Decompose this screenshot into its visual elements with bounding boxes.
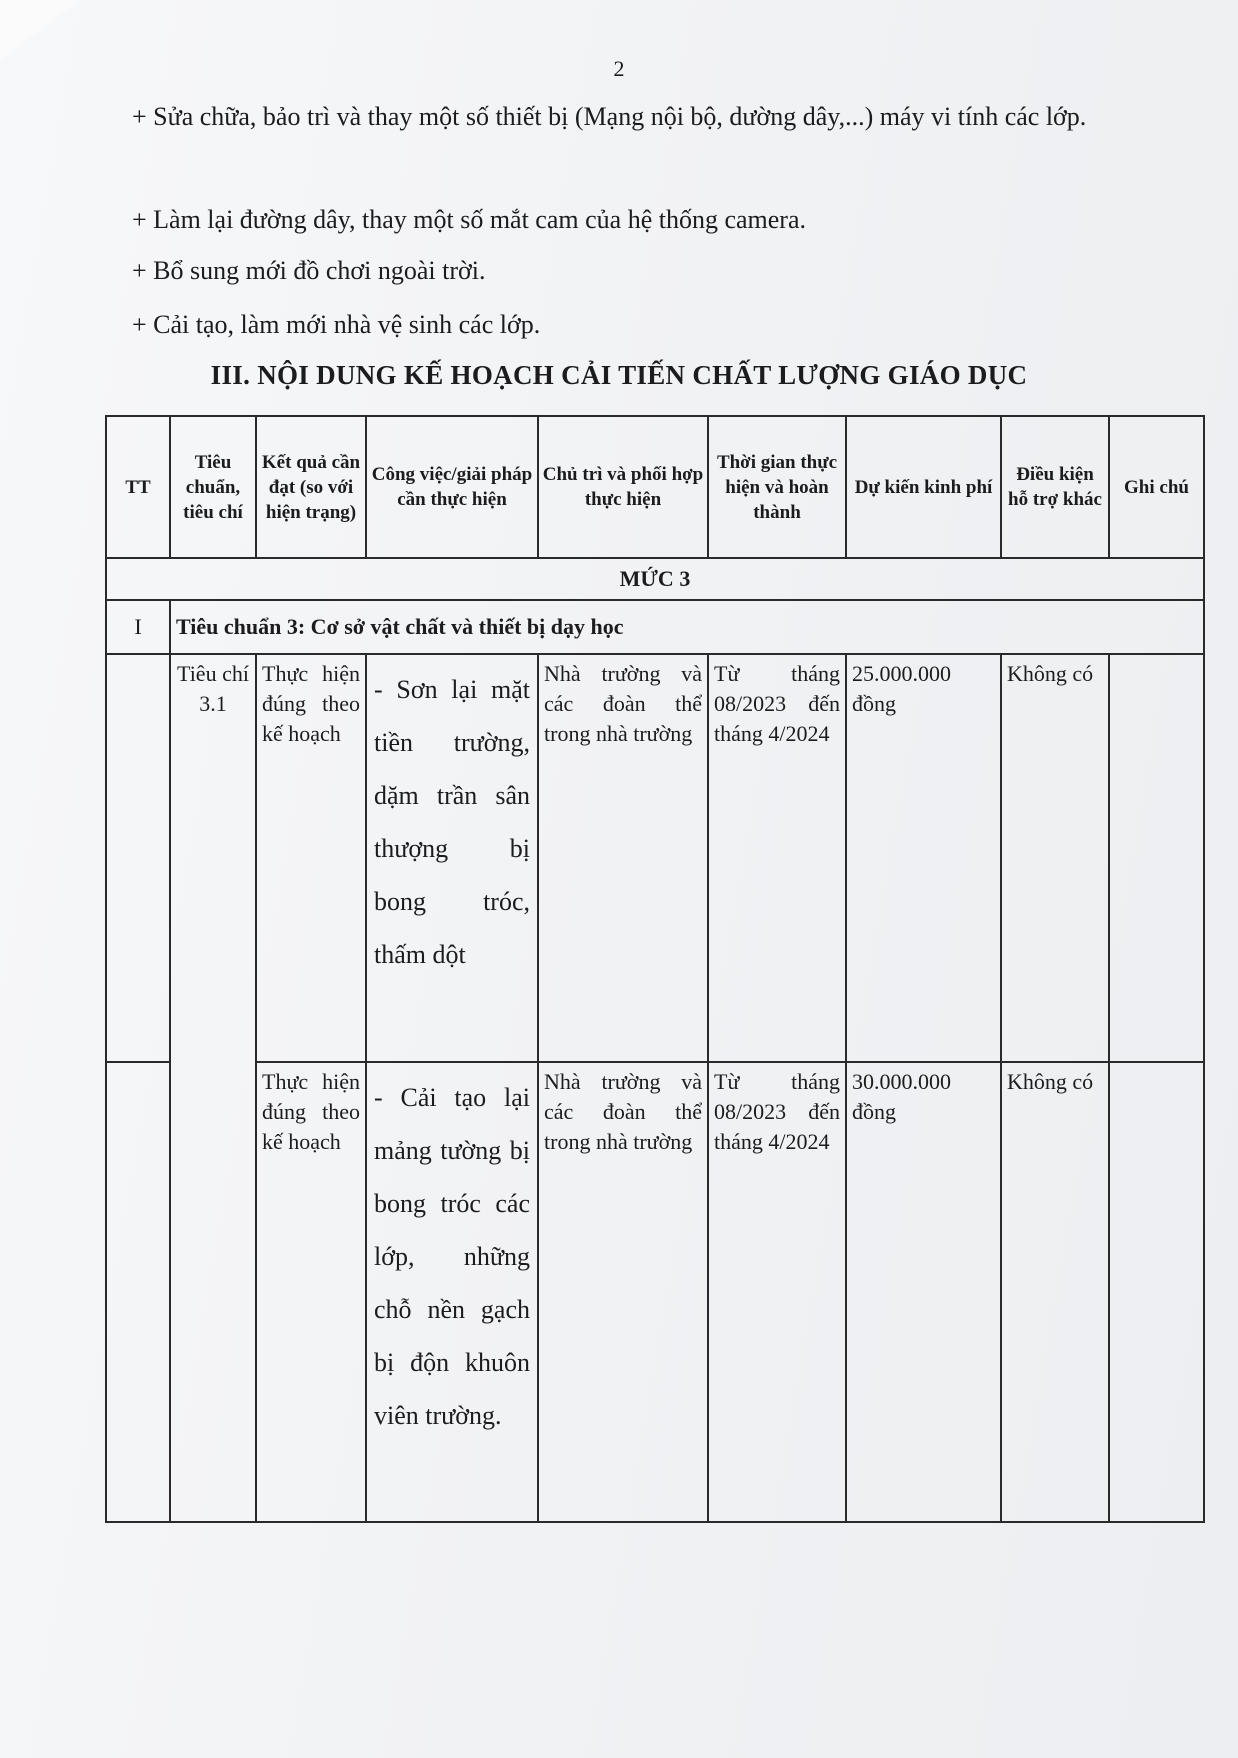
header-cell: TT — [106, 416, 170, 558]
support-cell: Không có — [1001, 654, 1109, 1062]
standard-title: Tiêu chuẩn 3: Cơ sở vật chất và thiết bị dạy học — [170, 600, 1204, 654]
paragraph-1: + Sửa chữa, bảo trì và thay một số thiết bị (Mạng nội bộ, dường dây,...) máy vi tính các lớp. — [132, 102, 1087, 131]
standard-number: I — [106, 600, 170, 654]
result-cell: Thực hiện đúng theo kế hoạch — [256, 654, 366, 1062]
table-header-row — [106, 416, 1204, 558]
time-cell: Từ tháng 08/2023 đến tháng 4/2024 — [708, 1062, 846, 1522]
header-cell: Dự kiến kinh phí — [846, 416, 1001, 558]
paragraph-2: + Làm lại đường dây, thay một số mắt cam của hệ thống camera. — [132, 205, 806, 234]
table-row — [106, 654, 1204, 1062]
note-cell — [1109, 1062, 1204, 1522]
budget-cell: 25.000.000 đồng — [846, 654, 1001, 1062]
paragraph-4: + Cải tạo, làm mới nhà vệ sinh các lớp. — [132, 310, 541, 339]
support-cell: Không có — [1001, 1062, 1109, 1522]
improvement-plan-table — [105, 415, 1205, 1523]
task-cell: - Sơn lại mặt tiền trường, dặm trần sân thượng bị bong tróc, thấm dột — [366, 654, 538, 1062]
budget-cell: 30.000.000 đồng — [846, 1062, 1001, 1522]
header-cell: Chủ trì và phối hợp thực hiện — [538, 416, 708, 558]
header-cell: Kết quả cần đạt (so với hiện trạng) — [256, 416, 366, 558]
header-cell: Thời gian thực hiện và hoàn thành — [708, 416, 846, 558]
header-cell: Công việc/giải pháp cần thực hiện — [366, 416, 538, 558]
paragraph-3: + Bổ sung mới đồ chơi ngoài trời. — [132, 256, 486, 285]
responsible-cell: Nhà trường và các đoàn thể trong nhà trường — [538, 654, 708, 1062]
result-cell: Thực hiện đúng theo kế hoạch — [256, 1062, 366, 1522]
page-number: 2 — [613, 56, 625, 81]
folded-corner — [0, 0, 80, 60]
row-number-cell — [106, 654, 170, 1062]
criterion-cell: Tiêu chí 3.1 — [170, 654, 256, 1522]
row-number-cell — [106, 1062, 170, 1522]
time-cell: Từ tháng 08/2023 đến tháng 4/2024 — [708, 654, 846, 1062]
standard-row — [106, 600, 1204, 654]
responsible-cell: Nhà trường và các đoàn thể trong nhà trường — [538, 1062, 708, 1522]
section-heading: III. NỘI DUNG KẾ HOẠCH CẢI TIẾN CHẤT LƯỢNG GIÁO DỤC — [210, 360, 1028, 390]
header-cell: Tiêu chuẩn, tiêu chí — [170, 416, 256, 558]
note-cell — [1109, 654, 1204, 1062]
task-cell: - Cải tạo lại mảng tường bị bong tróc các lớp, những chỗ nền gạch bị độn khuôn viên trường. — [366, 1062, 538, 1522]
header-cell: Ghi chú — [1109, 416, 1204, 558]
header-cell: Điều kiện hỗ trợ khác — [1001, 416, 1109, 558]
level-label: MỨC 3 — [106, 558, 1204, 600]
table-row — [106, 1062, 1204, 1522]
level-row — [106, 558, 1204, 600]
